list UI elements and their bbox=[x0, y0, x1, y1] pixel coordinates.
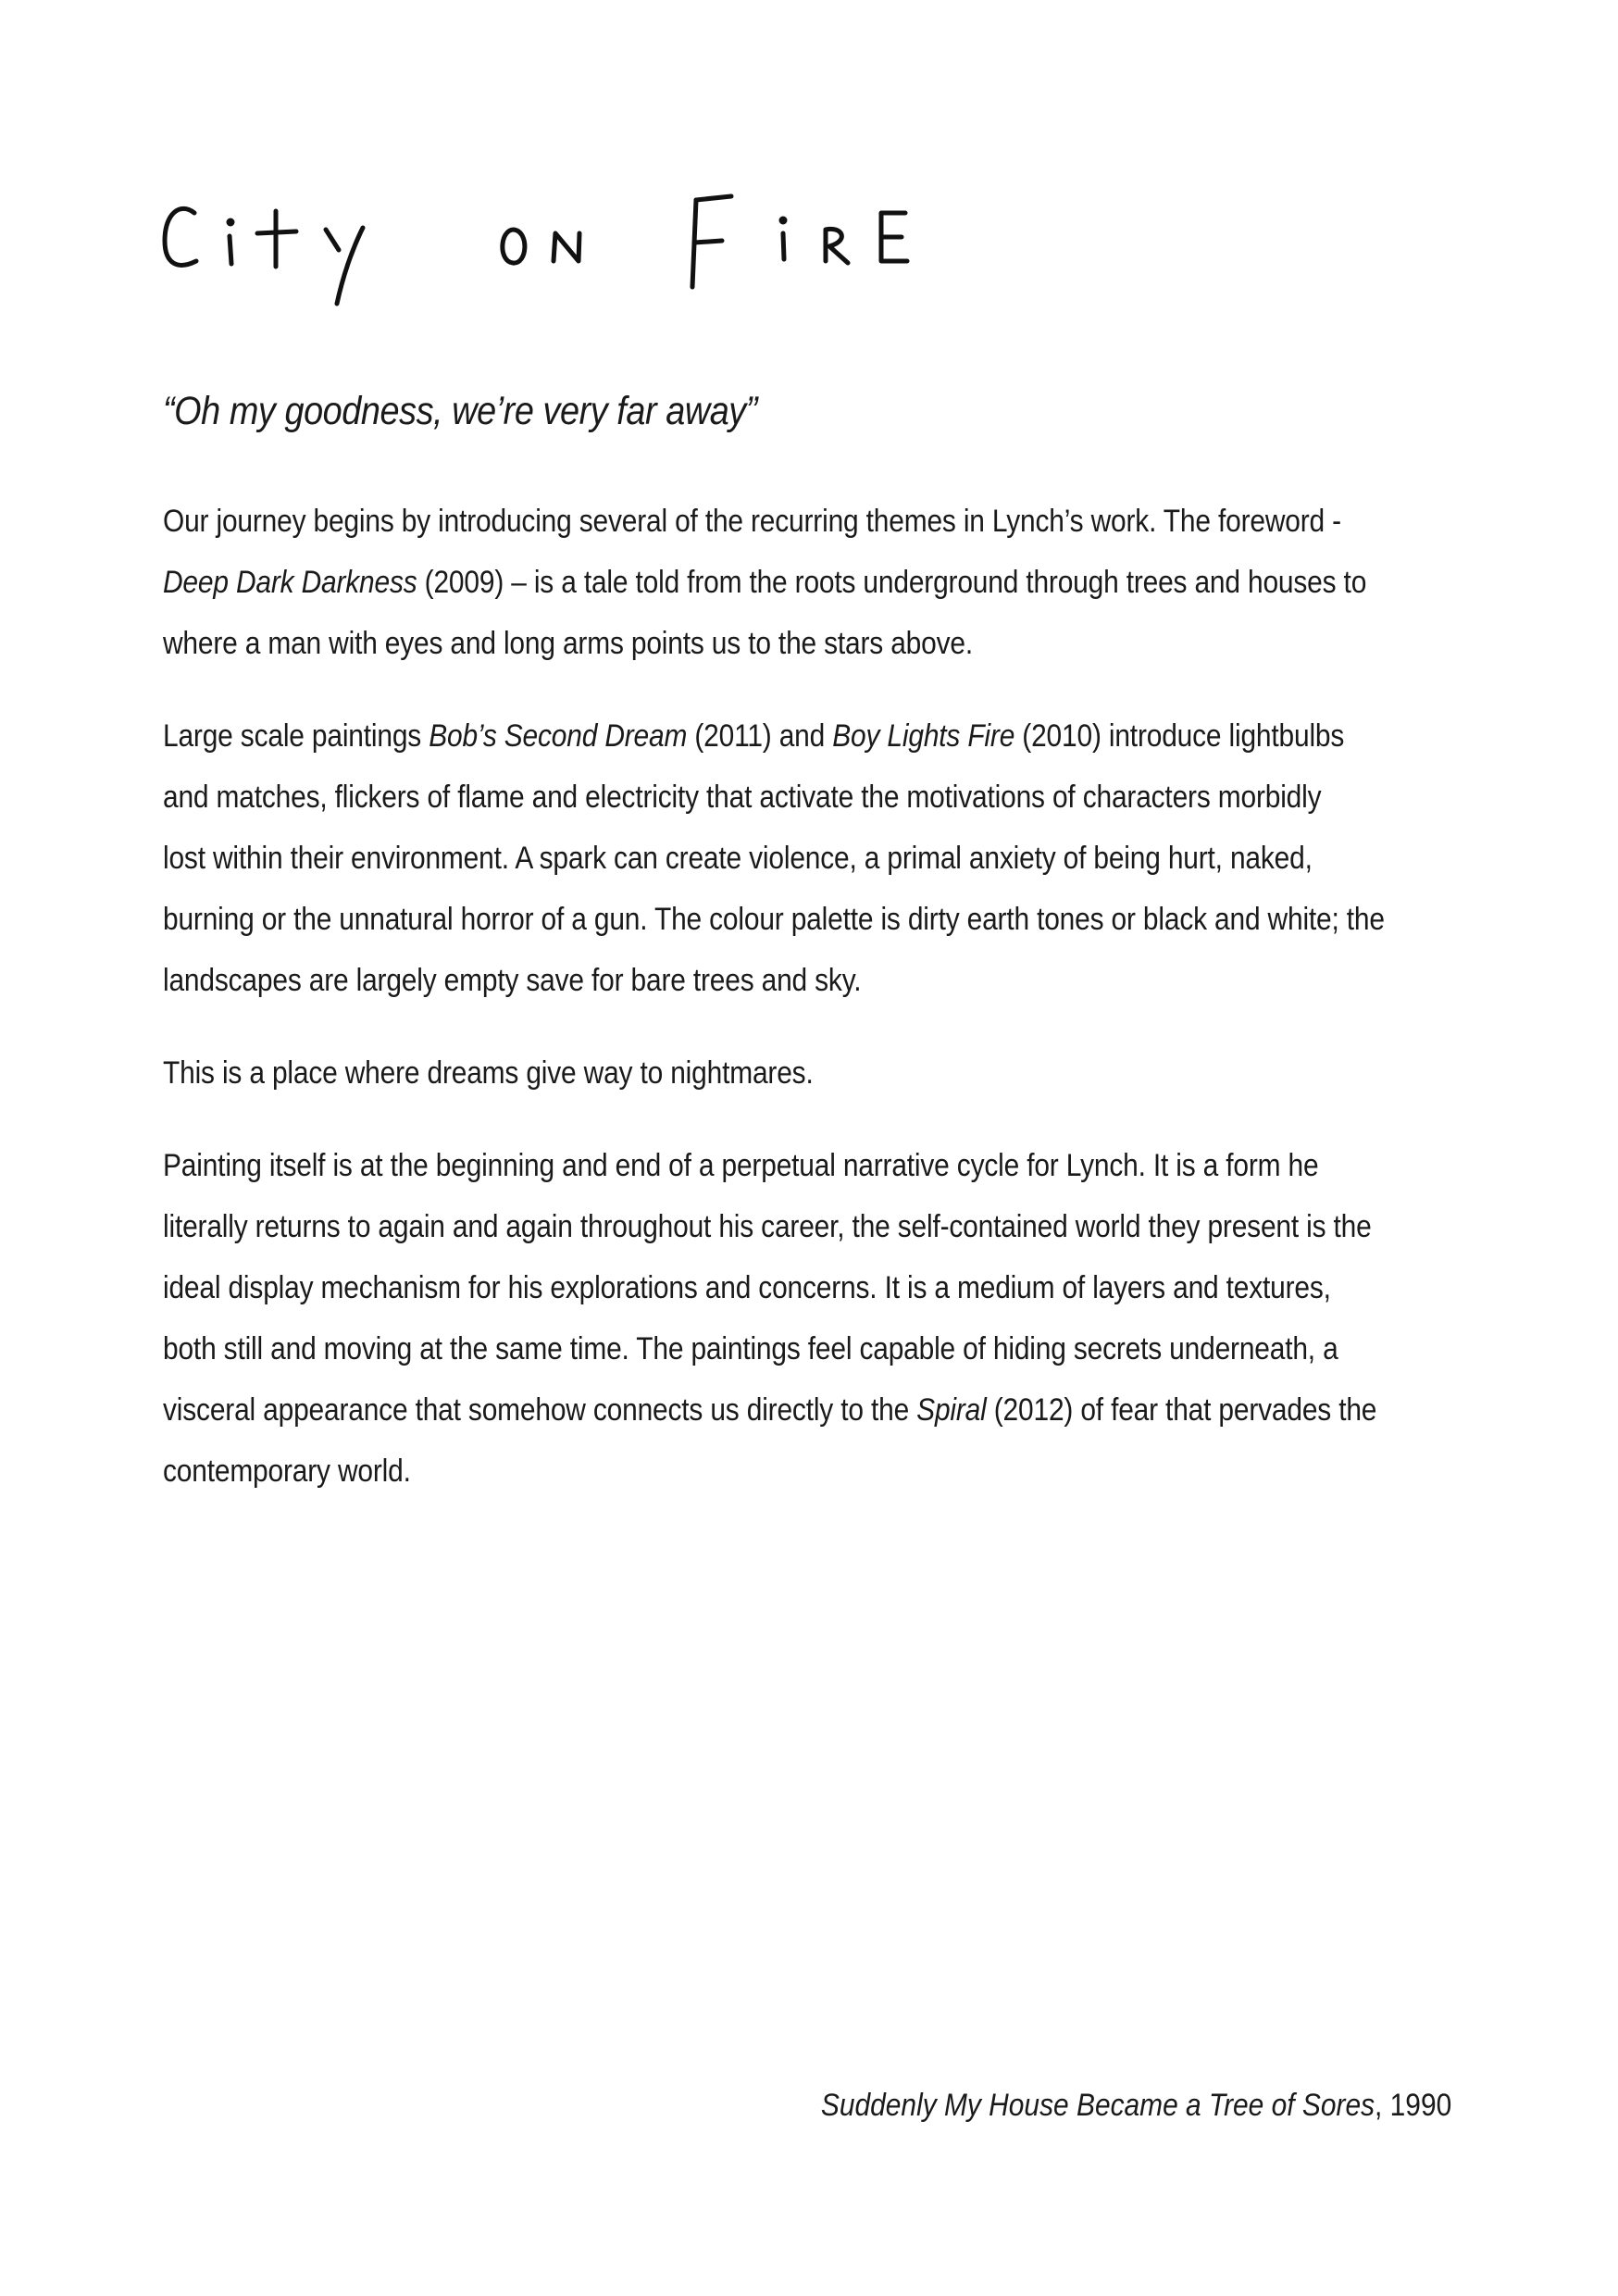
text-run: burning or the unnatural horror of a gun. The colour palette is dirty earth tones or black and white; the bbox=[163, 902, 1385, 937]
text-run: Painting itself is at the beginning and end of a perpetual narrative cycle for Lynch. It is a form he bbox=[163, 1148, 1319, 1183]
text-run: literally returns to again and again throughout his career, the self-contained world they present is the bbox=[163, 1209, 1372, 1244]
handwritten-title-artwork bbox=[157, 185, 972, 315]
text-run: (2011) and bbox=[687, 718, 833, 754]
italic-title: Spiral bbox=[916, 1392, 987, 1428]
text-run: (2009) – is a tale told from the roots underground through trees and houses to bbox=[417, 565, 1367, 600]
text-run: This is a place where dreams give way to nightmares. bbox=[163, 1055, 814, 1091]
text-line bbox=[163, 950, 1466, 1011]
text-run: and matches, flickers of flame and electricity that activate the motivations of characters morbidly bbox=[163, 780, 1322, 815]
text-run: lost within their environment. A spark can create violence, a primal anxiety of being hurt, naked, bbox=[163, 841, 1313, 876]
text-line bbox=[163, 1318, 1466, 1379]
text-line bbox=[163, 767, 1466, 828]
text-run: Large scale paintings bbox=[163, 718, 429, 754]
text-run: (2010) introduce lightbulbs bbox=[1014, 718, 1345, 754]
pull-quote: “Oh my goodness, we’re very far away” bbox=[163, 389, 757, 433]
paragraph bbox=[163, 705, 1466, 1011]
text-line bbox=[163, 613, 1466, 674]
text-line bbox=[163, 1441, 1466, 1502]
text-line bbox=[163, 1257, 1466, 1318]
text-run: where a man with eyes and long arms points us to the stars above. bbox=[163, 626, 974, 661]
paragraph bbox=[163, 491, 1466, 674]
text-run: landscapes are largely empty save for bare trees and sky. bbox=[163, 963, 862, 998]
handwritten-title bbox=[157, 185, 972, 315]
text-line bbox=[163, 889, 1466, 950]
text-line bbox=[163, 1135, 1466, 1196]
caption-year: , 1990 bbox=[1374, 2088, 1451, 2123]
caption-artwork-title: Suddenly My House Became a Tree of Sores bbox=[820, 2088, 1375, 2123]
text-line bbox=[163, 705, 1466, 767]
image-caption bbox=[821, 2088, 1451, 2124]
text-line bbox=[163, 1379, 1466, 1441]
text-line bbox=[163, 1196, 1466, 1257]
text-run: Our journey begins by introducing several of the recurring themes in Lynch’s work. The foreword - bbox=[163, 504, 1341, 539]
italic-title: Bob’s Second Dream bbox=[429, 718, 688, 754]
text-run: contemporary world. bbox=[163, 1454, 411, 1489]
text-line bbox=[163, 552, 1466, 613]
body-text bbox=[163, 491, 1466, 1533]
text-line bbox=[163, 1042, 1466, 1104]
text-run: visceral appearance that somehow connects us directly to the bbox=[163, 1392, 917, 1428]
italic-title: Boy Lights Fire bbox=[832, 718, 1015, 754]
text-run: both still and moving at the same time. The paintings feel capable of hiding secrets underneath, a bbox=[163, 1331, 1338, 1366]
italic-title: Deep Dark Darkness bbox=[163, 565, 417, 600]
text-line bbox=[163, 491, 1466, 552]
text-run: (2012) of fear that pervades the bbox=[986, 1392, 1377, 1428]
text-run: ideal display mechanism for his explorations and concerns. It is a medium of layers and textures, bbox=[163, 1270, 1331, 1305]
paragraph bbox=[163, 1042, 1466, 1104]
text-line bbox=[163, 828, 1466, 889]
paragraph bbox=[163, 1135, 1466, 1502]
